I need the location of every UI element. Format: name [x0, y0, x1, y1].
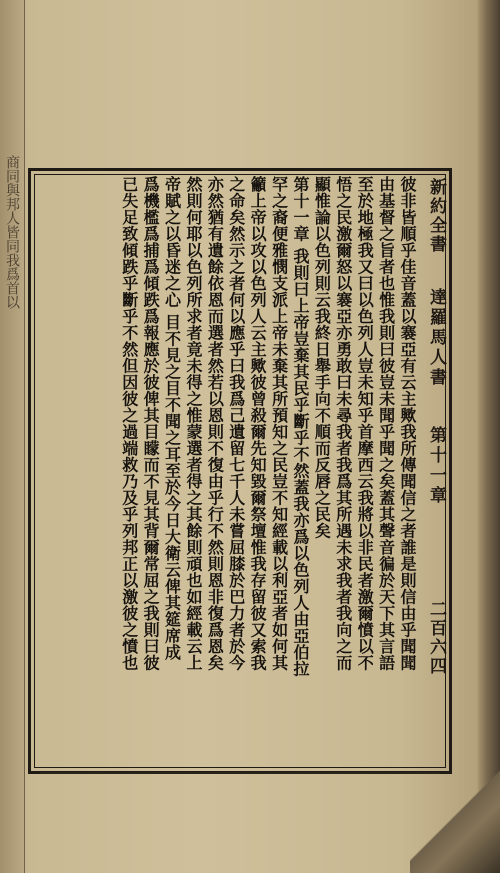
text-column: 亦然猶有遺餘依恩而選者然若以恩則不復由乎行不然則恩非復爲恩矣: [205, 176, 225, 671]
text-column: 彼非皆順乎佳音蓋以褰亞有云主歟我所傳聞信之者誰是則信由乎聞聞: [398, 176, 417, 671]
chapter-label: 第十一章: [426, 426, 446, 506]
text-column: 籲上帝以攻以色列人云主歟彼曾殺爾先知毀爾祭壇惟我存留彼又索我: [248, 176, 268, 671]
text-column: 悟之民激爾怒以褰亞亦勇敢曰未尋我者我爲其所遇未求我者我向之而: [333, 176, 353, 671]
text-column: 帝賦之以昏迷之心 目不見之目不聞之耳至於今日大衛云俾其筵席成: [162, 176, 182, 661]
scripture-body: [40, 176, 418, 766]
page-number: 二百六四: [426, 600, 446, 676]
torn-corner: [410, 733, 500, 873]
text-column: 之命矣然示之者何以應乎曰我爲己遺留七千人未嘗屈膝於巴力者於今: [226, 176, 246, 671]
running-chapter-heading: [424, 288, 449, 506]
text-column: 然則何耶以色列所求者竟未得之惟蒙選者得之其餘則頑也如經載云上: [183, 176, 203, 671]
text-column: 第十一章 我則曰上帝豈棄其民乎斷乎不然蓋我亦爲以色列人由亞伯拉: [290, 176, 310, 678]
text-column: 爲機檻爲捕爲傾跌爲報應於彼俾其目矇而不見其背爾常屈之我則曰彼: [141, 176, 161, 671]
epistle-name: 達羅馬人書: [426, 288, 446, 388]
text-column: 已失足致傾跌乎斷乎不然但因彼之過端救乃及乎列邦正以激彼之憤也: [119, 176, 139, 671]
text-column: 顯惟論以色列則云我終日舉手向不順而反唇之民矣: [312, 176, 332, 539]
previous-page-edge: [0, 0, 25, 873]
previous-page-text: 商同與邦人皆同我爲首以: [4, 155, 20, 309]
text-column: 至於地極我又曰以色列人豈未知乎首摩西云我將以非民者激爾憤以不: [355, 176, 375, 671]
text-column: 罕之裔便雅憫支派上帝未棄其所預知之民豈不知經載以利亞者如何其: [269, 176, 289, 671]
text-column: 由基督之旨者也惟我則曰彼豈未聞乎聞之矣蓋其聲音徧於天下其言語: [376, 176, 396, 671]
bottom-rule: [40, 772, 440, 774]
running-book-title: 新約全書: [426, 178, 446, 254]
